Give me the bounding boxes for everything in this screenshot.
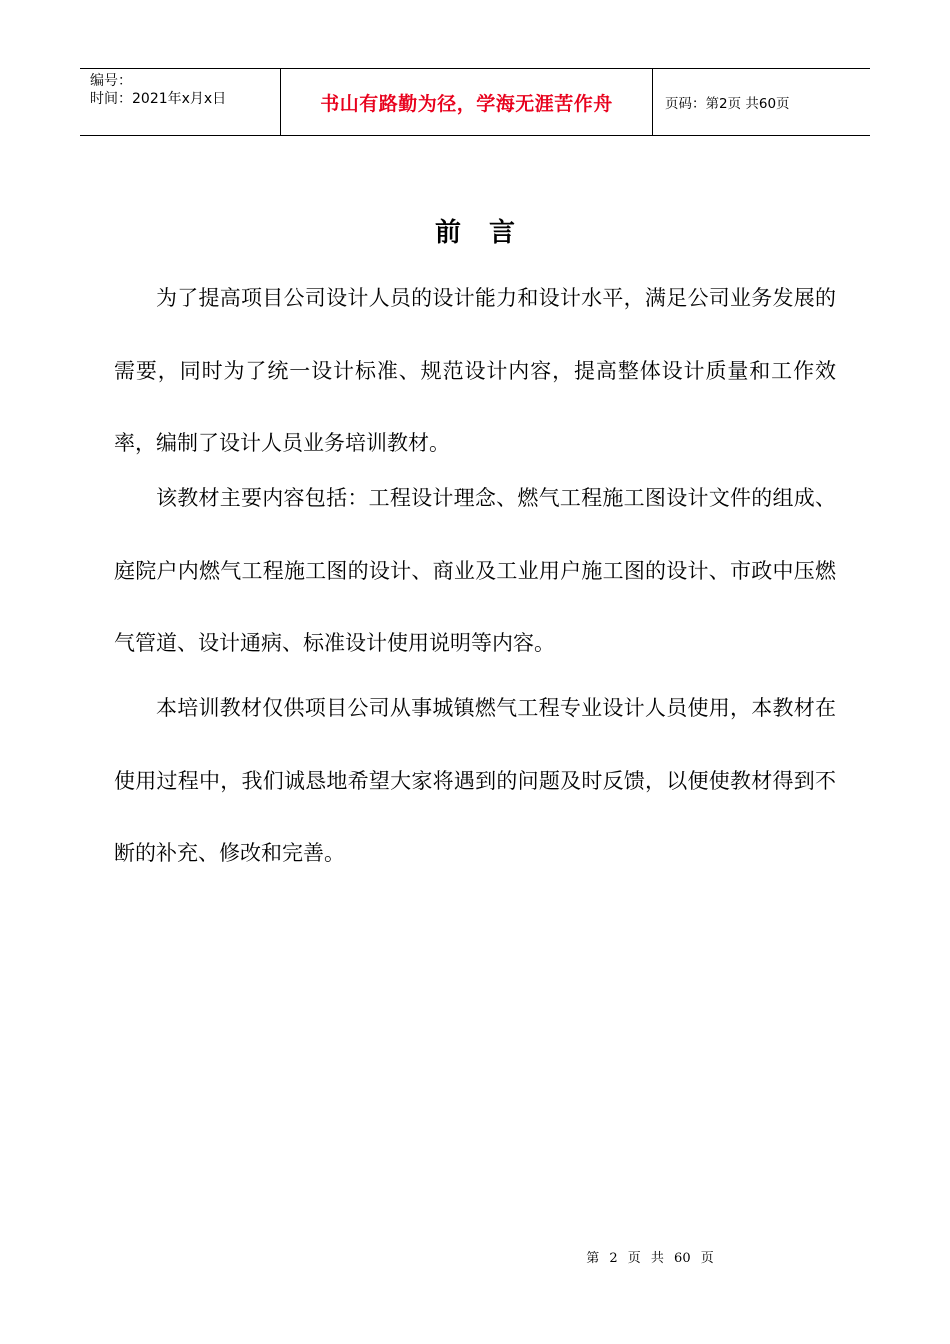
paragraph-1: 为了提高项目公司设计人员的设计能力和设计水平，满足公司业务发展的需要，同时为了统一设计标准、规范设计内容，提高整体设计质量和工作效率，编制了设计人员业务培训教材。 [114, 286, 836, 455]
document-date: 时间：2021年x月x日 [90, 91, 227, 107]
header-page-cell [653, 69, 870, 135]
page-footer: 第 2 页 共 60 页 [586, 1251, 714, 1266]
document-number-label: 编号： [90, 73, 132, 89]
page-title: 前言 [434, 218, 543, 248]
header-motto-cell [281, 69, 653, 135]
header-motto: 书山有路勤为径，学海无涯苦作舟 [320, 92, 613, 115]
paragraph-2: 该教材主要内容包括：工程设计理念、燃气工程施工图设计文件的组成、庭院户内燃气工程施工图的设计、商业及工业用户施工图的设计、市政中压燃气管道、设计通病、标准设计使用说明等内容。 [114, 486, 836, 655]
page-header [80, 68, 870, 136]
header-page-info: 页码：第2页 共60页 [665, 96, 790, 112]
paragraph-3: 本培训教材仅供项目公司从事城镇燃气工程专业设计人员使用，本教材在使用过程中，我们诚恳地希望大家将遇到的问题及时反馈，以便使教材得到不断的补充、修改和完善。 [114, 696, 836, 865]
header-meta-cell [80, 69, 281, 135]
